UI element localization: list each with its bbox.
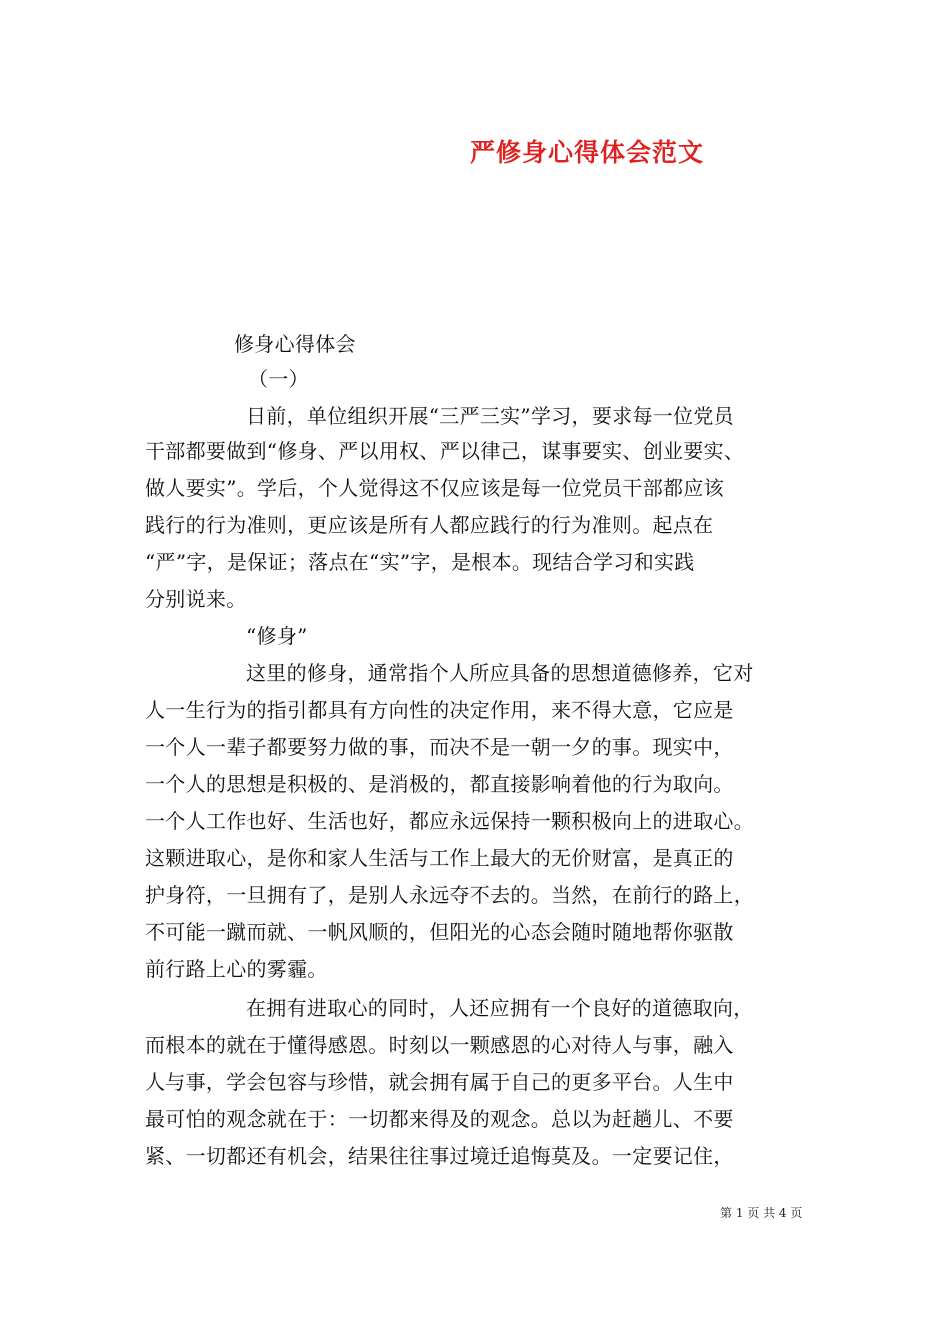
paragraph-line: 前行路上心的雾霾。 (145, 957, 328, 981)
section-number: （一） (248, 367, 309, 391)
document-title: 严修身心得体会范文 (470, 138, 705, 167)
paragraph-line: 而根本的就在于懂得感恩。时刻以一颗感恩的心对待人与事，融入 (145, 1033, 734, 1057)
subsection-heading: “修身” (246, 624, 308, 648)
paragraph-line: 在拥有进取心的同时，人还应拥有一个良好的道德取向， (246, 996, 754, 1020)
paragraph-line: 一个人一辈子都要努力做的事，而决不是一朝一夕的事。现实中， (145, 735, 734, 759)
paragraph-line: 人一生行为的指引都具有方向性的决定作用，来不得大意，它应是 (145, 698, 734, 722)
paragraph-line: 护身符，一旦拥有了，是别人永远夺不去的。当然，在前行的路上， (145, 883, 754, 907)
paragraph-line: 做人要实”。学后，个人觉得这不仅应该是每一位党员干部都应该 (145, 476, 724, 500)
paragraph-line: “严”字，是保证；落点在“实”字，是根本。现结合学习和实践 (145, 550, 695, 574)
paragraph-line: 这里的修身，通常指个人所应具备的思想道德修养，它对 (246, 661, 754, 685)
paragraph-line: 一个人工作也好、生活也好，都应永远保持一颗积极向上的进取心。 (145, 809, 754, 833)
paragraph-line: 践行的行为准则，更应该是所有人都应践行的行为准则。起点在 (145, 513, 714, 537)
section-heading: 修身心得体会 (234, 332, 356, 356)
paragraph-line: 人与事，学会包容与珍惜，就会拥有属于自己的更多平台。人生中 (145, 1070, 734, 1094)
paragraph-line: 紧、一切都还有机会，结果往往事过境迁追悔莫及。一定要记住， (145, 1144, 734, 1168)
paragraph-line: 分别说来。 (145, 587, 247, 611)
paragraph-line: 不可能一蹴而就、一帆风顺的，但阳光的心态会随时随地帮你驱散 (145, 920, 734, 944)
paragraph-line: 最可怕的观念就在于：一切都来得及的观念。总以为赶趟儿、不要 (145, 1107, 734, 1131)
page-number: 第 1 页 共 4 页 (720, 1206, 803, 1220)
paragraph-line: 一个人的思想是积极的、是消极的，都直接影响着他的行为取向。 (145, 772, 734, 796)
paragraph-line: 干部都要做到“修身、严以用权、严以律己，谋事要实、创业要实、 (145, 439, 745, 463)
paragraph-line: 日前，单位组织开展“三严三实”学习，要求每一位党员 (246, 404, 734, 428)
paragraph-line: 这颗进取心，是你和家人生活与工作上最大的无价财富，是真正的 (145, 846, 734, 870)
